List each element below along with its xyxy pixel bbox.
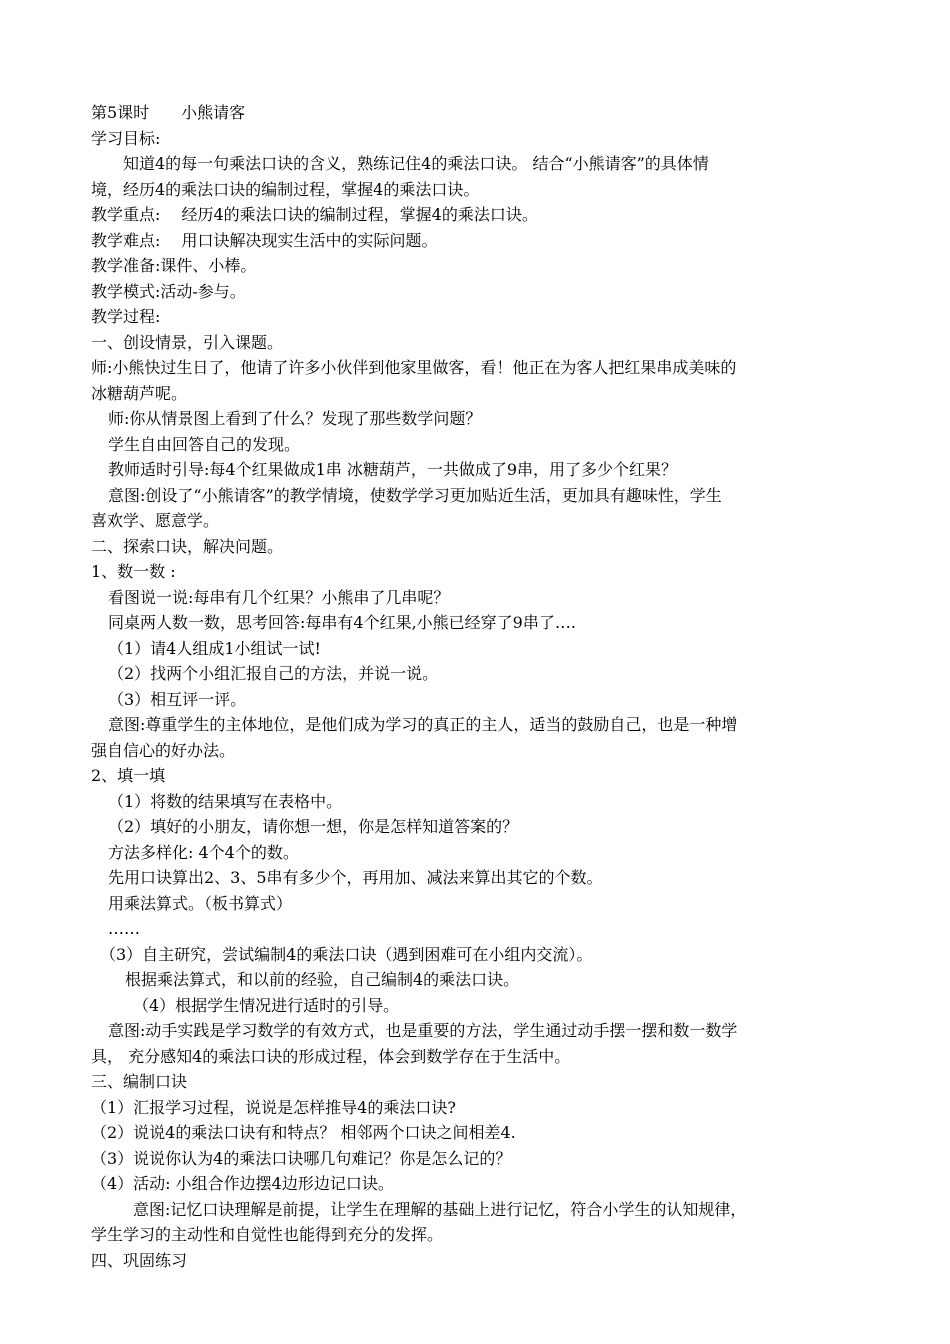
text-line: 三、编制口诀 <box>91 1072 188 1091</box>
text-line: （3）自主研究，尝试编制4的乘法口诀（遇到困难可在小组内交流）。 <box>100 944 593 964</box>
text-line: 根据乘法算式，和以前的经验，自己编制4的乘法口诀。 <box>125 970 520 989</box>
text-line: （4）活动: 小组合作边摆4边形边记口诀。 <box>91 1174 394 1193</box>
text-line: 强自信心的好办法。 <box>91 740 236 760</box>
text-line: （3）说说你认为4的乘法口诀哪几句难记？你是怎么记的？ <box>91 1148 512 1168</box>
text-line: 境，经历4的乘法口诀的编制过程，掌握4的乘法口诀。 <box>91 179 480 199</box>
text-line: 师:你从情景图上看到了什么？发现了那些数学问题？ <box>108 409 482 428</box>
text-line: 学生自由回答自己的发现。 <box>108 434 301 454</box>
text-line: 意图:创设了“小熊请客”的教学情境，使数学学习更加贴近生活，更加具有趣味性，学生 <box>108 485 722 505</box>
text-line: 第5课时 小熊请客 <box>91 103 246 122</box>
text-line: 学习目标: <box>91 128 161 148</box>
text-line: 2、填一填 <box>91 766 166 785</box>
text-line: （2）填好的小朋友，请你想一想，你是怎样知道答案的？ <box>108 817 519 836</box>
text-line: 教学难点: 用口诀解决现实生活中的实际问题。 <box>91 230 438 250</box>
text-line: 冰糖葫芦呢。 <box>91 383 188 403</box>
text-line: 先用口诀算出2、3、5串有多少个，再用加、减法来算出其它的个数。 <box>108 868 603 887</box>
text-line: （1）汇报学习过程，说说是怎样推导4的乘法口诀? <box>91 1097 456 1117</box>
text-line: 1、数一数 : <box>91 562 176 581</box>
text-line: 教学准备:课件、小棒。 <box>91 256 257 275</box>
text-line: 知道4的每一句乘法口诀的含义，熟练记住4的乘法口诀。 结合“小熊请客”的具体情 <box>91 154 709 173</box>
text-line: 意图:记忆口诀理解是前提，让学生在理解的基础上进行记忆，符合小学生的认知规律， <box>133 1199 747 1219</box>
text-line: 喜欢学、愿意学。 <box>91 511 220 530</box>
text-line: …… <box>108 919 140 938</box>
text-line: 意图:尊重学生的主体地位，是他们成为学习的真正的主人，适当的鼓励自己，也是一种增 <box>108 715 738 734</box>
text-line: （1）将数的结果填写在表格中。 <box>108 791 343 811</box>
text-line: 学生学习的主动性和自觉性也能得到充分的发挥。 <box>91 1225 444 1244</box>
text-line: （4）根据学生情况进行适时的引导。 <box>133 995 400 1015</box>
text-line: 意图:动手实践是学习数学的有效方式，也是重要的方法，学生通过动手摆一摆和数一数学 <box>108 1021 738 1040</box>
text-line: 同桌两人数一数，思考回答:每串有4个红果,小熊已经穿了9串了…. <box>108 613 576 632</box>
lesson-plan-body <box>91 100 861 1273</box>
text-line: 方法多样化: 4个4个的数。 <box>108 842 299 862</box>
text-line: 用乘法算式。（板书算式） <box>108 893 293 913</box>
text-line: 教学过程: <box>91 307 161 326</box>
text-line: 一、创设情景，引入课题。 <box>91 332 284 352</box>
text-line: （2）找两个小组汇报自己的方法，并说一说。 <box>108 664 439 683</box>
text-line: （2）说说4的乘法口诀有和特点？ 相邻两个口诀之间相差4. <box>91 1123 516 1142</box>
text-line: 具， 充分感知4的乘法口诀的形成过程，体会到数学存在于生活中。 <box>91 1046 571 1066</box>
text-line: 教学模式:活动-参与。 <box>91 281 246 301</box>
text-line: 教学重点: 经历4的乘法口诀的编制过程，掌握4的乘法口诀。 <box>91 205 538 224</box>
text-line: 二、探索口诀，解决问题。 <box>91 536 284 556</box>
text-line: （1）请4人组成1小组试一试! <box>108 638 321 658</box>
text-line: 教师适时引导:每4个红果做成1串 冰糖葫芦，一共做成了9串，用了多少个红果？ <box>108 460 678 479</box>
text-line: 四、巩固练习 <box>91 1250 188 1270</box>
text-line: 师:小熊快过生日了，他请了许多小伙伴到他家里做客，看！他正在为客人把红果串成美味的 <box>91 358 737 377</box>
text-line: 看图说一说:每串有几个红果？小熊串了几串呢？ <box>108 587 450 607</box>
text-line: （3）相互评一评。 <box>108 689 247 709</box>
